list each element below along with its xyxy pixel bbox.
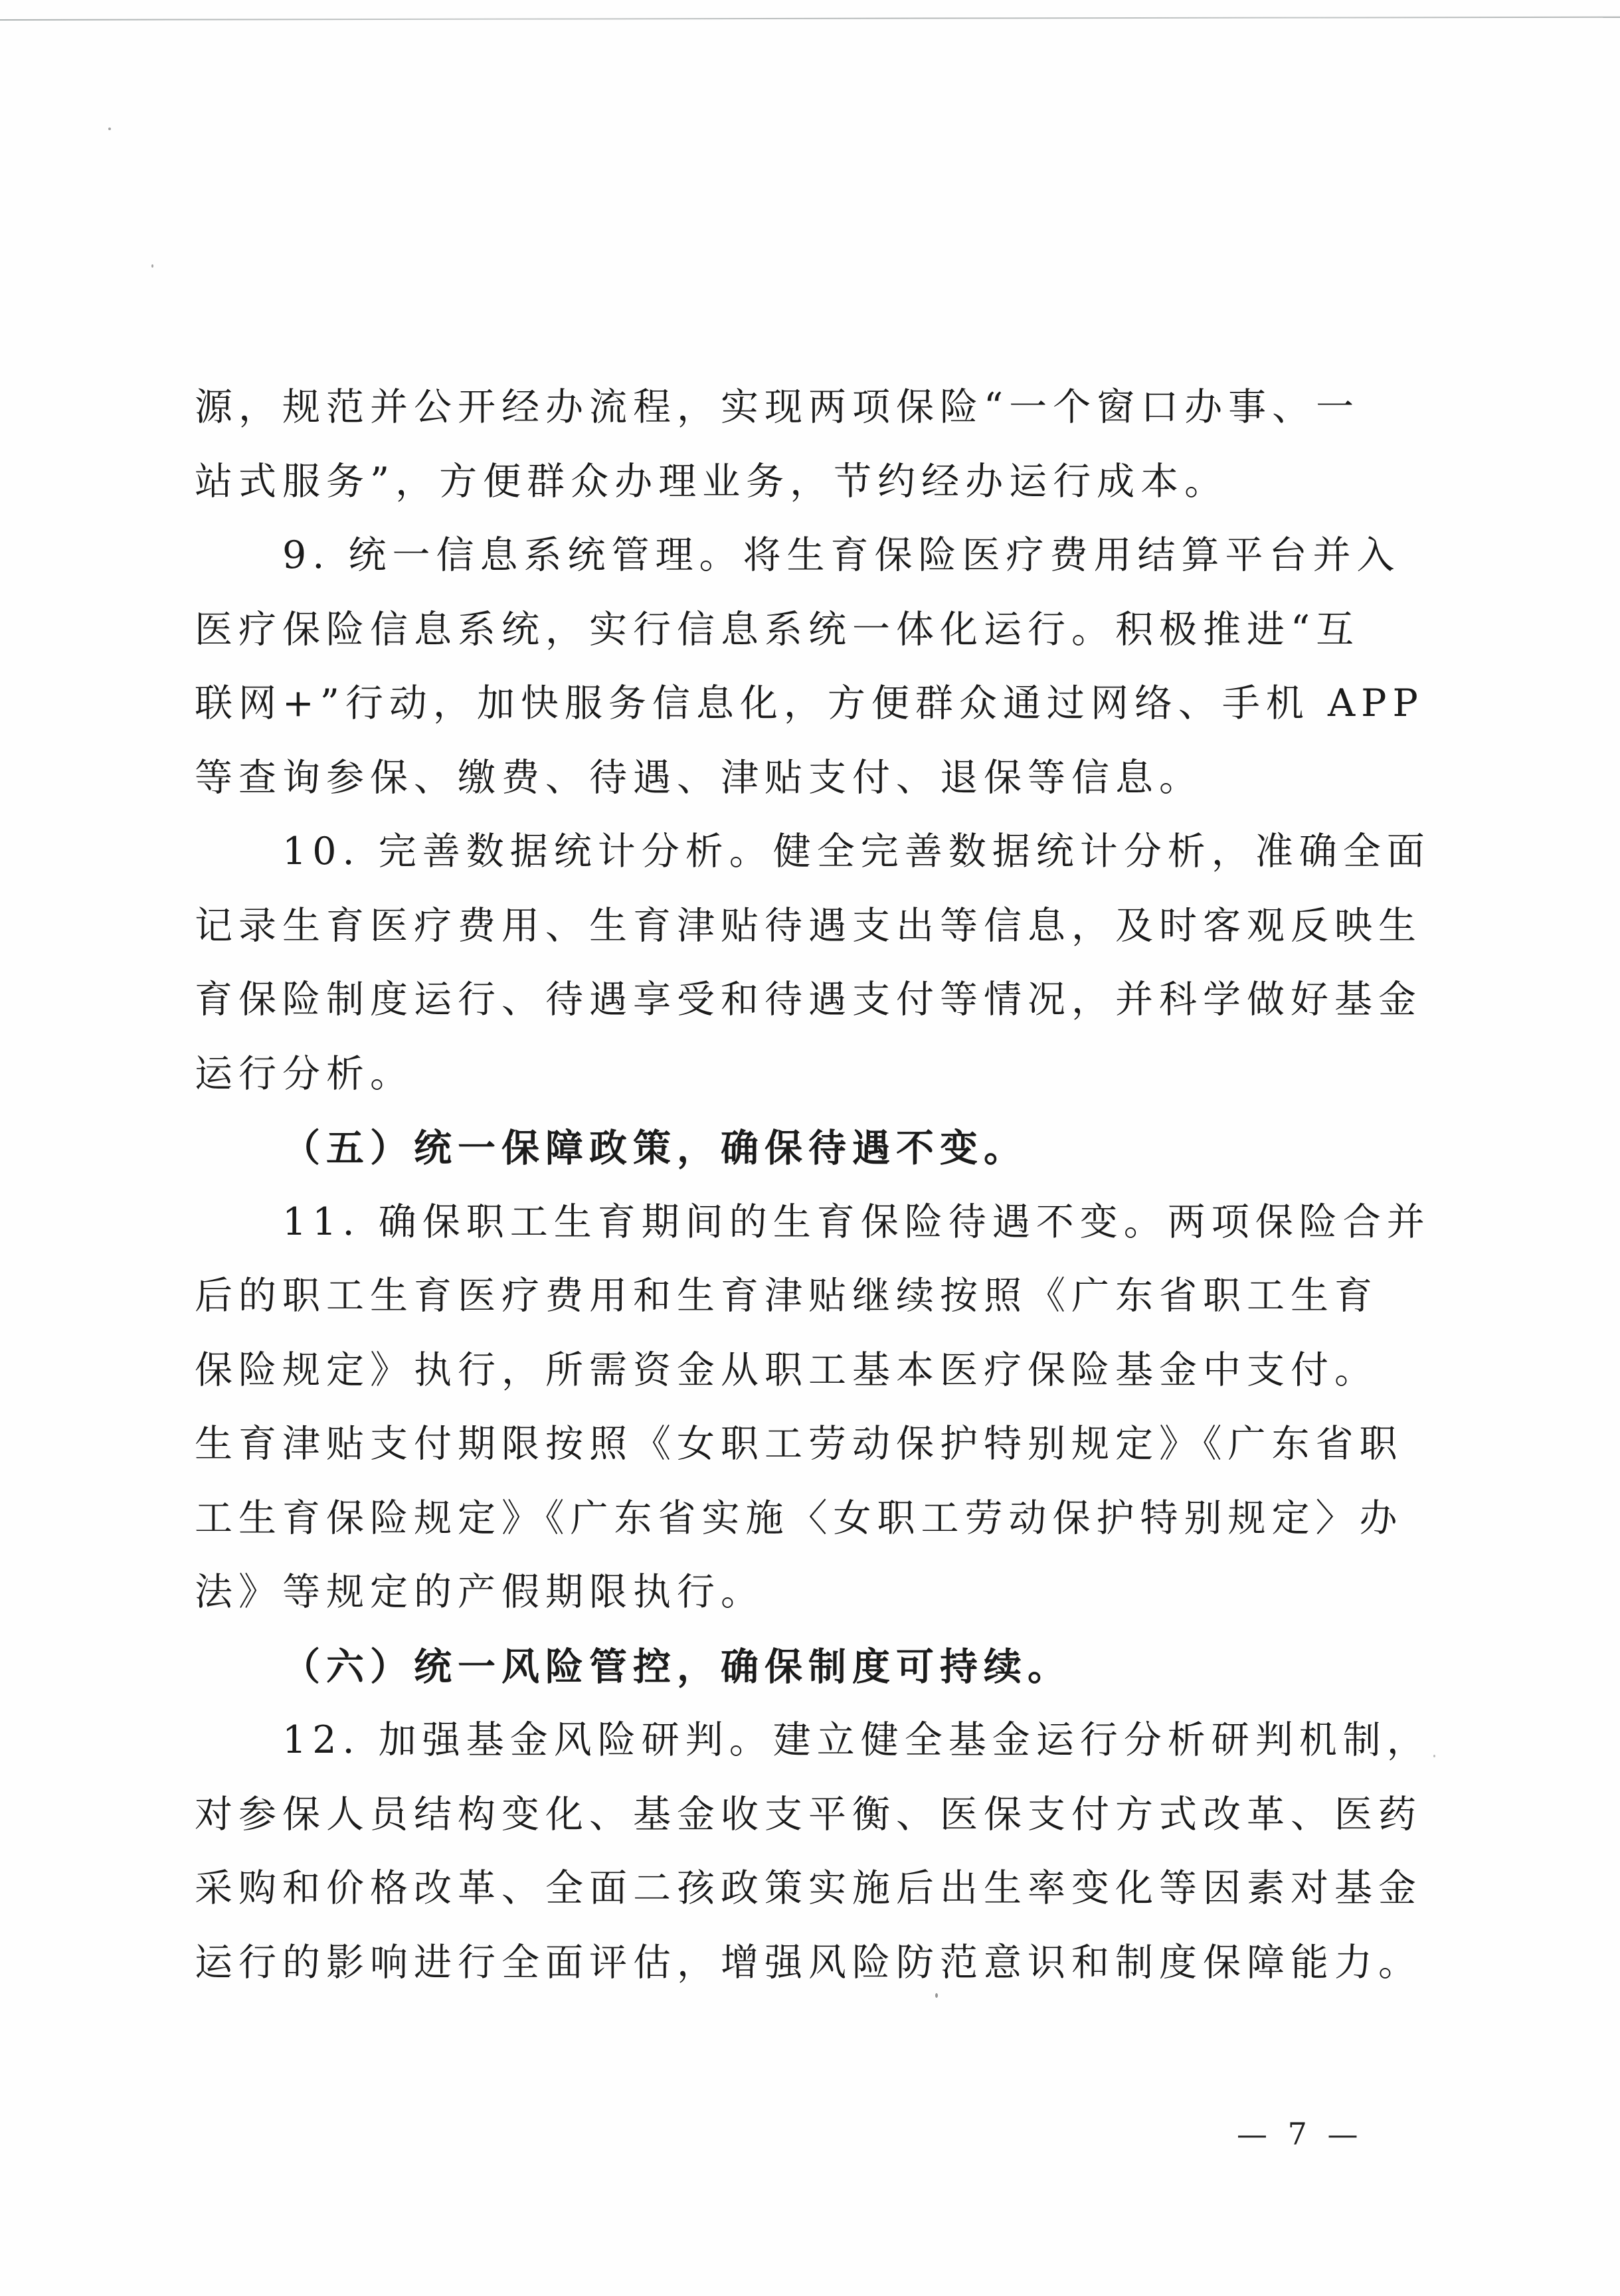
scan-speck bbox=[1433, 1755, 1435, 1757]
text-line-item-10: 10. 完善数据统计分析。健全完善数据统计分析，准确全面 bbox=[282, 830, 1431, 873]
scan-artifact-line bbox=[0, 17, 1620, 21]
text-line-item-9: 9. 统一信息系统管理。将生育保险医疗费用结算平台并入 bbox=[282, 533, 1401, 577]
section-heading-6: （六）统一风险管控，确保制度可持续。 bbox=[282, 1644, 1071, 1689]
text-line: 记录生育医疗费用、生育津贴待遇支出等信息，及时客观反映生 bbox=[195, 903, 1422, 948]
text-line: 保险规定》执行，所需资金从职工基本医疗保险基金中支付。 bbox=[195, 1348, 1378, 1392]
text-line: 育保险制度运行、待遇享受和待遇支付等情况，并科学做好基金 bbox=[195, 978, 1422, 1021]
text-line: 站式服务”，方便群众办理业务，节约经办运行成本。 bbox=[195, 459, 1229, 503]
text-line: 对参保人员结构变化、基金收支平衡、医保支付方式改革、医药 bbox=[195, 1792, 1422, 1836]
text-line: 源，规范并公开经办流程，实现两项保险“一个窗口办事、一 bbox=[195, 385, 1360, 429]
text-line-item-11: 11. 确保职工生育期间的生育保险待遇不变。两项保险合并 bbox=[282, 1199, 1431, 1244]
text-line: 生育津贴支付期限按照《女职工劳动保护特别规定》《广东省职 bbox=[195, 1422, 1403, 1466]
scan-speck bbox=[108, 128, 111, 130]
scan-speck bbox=[151, 264, 153, 268]
text-line-item-12: 12. 加强基金风险研判。建立健全基金运行分析研判机制， bbox=[282, 1718, 1431, 1762]
section-heading-5: （五）统一保障政策，确保待遇不变。 bbox=[282, 1126, 1028, 1170]
text-line: 采购和价格改革、全面二孩政策实施后出生率变化等因素对基金 bbox=[195, 1866, 1422, 1910]
text-line: 运行的影响进行全面评估，增强风险防范意识和制度保障能力。 bbox=[195, 1940, 1422, 1985]
text-line: 工生育保险规定》《广东省实施〈女职工劳动保护特别规定〉办 bbox=[195, 1496, 1403, 1540]
text-line: 法》等规定的产假期限执行。 bbox=[195, 1570, 765, 1614]
text-line: 等查询参保、缴费、待遇、津贴支付、退保等信息。 bbox=[195, 755, 1203, 800]
text-line: 后的职工生育医疗费用和生育津贴继续按照《广东省职工生育 bbox=[195, 1274, 1378, 1318]
text-line: 联网+”行动，加快服务信息化，方便群众通过网络、手机 APP bbox=[195, 681, 1424, 725]
text-line: 运行分析。 bbox=[195, 1051, 414, 1096]
text-line: 医疗保险信息系统，实行信息系统一体化运行。积极推进“互 bbox=[195, 607, 1360, 652]
document-body bbox=[195, 371, 1430, 2000]
page-number: — 7 — bbox=[1237, 2116, 1364, 2152]
